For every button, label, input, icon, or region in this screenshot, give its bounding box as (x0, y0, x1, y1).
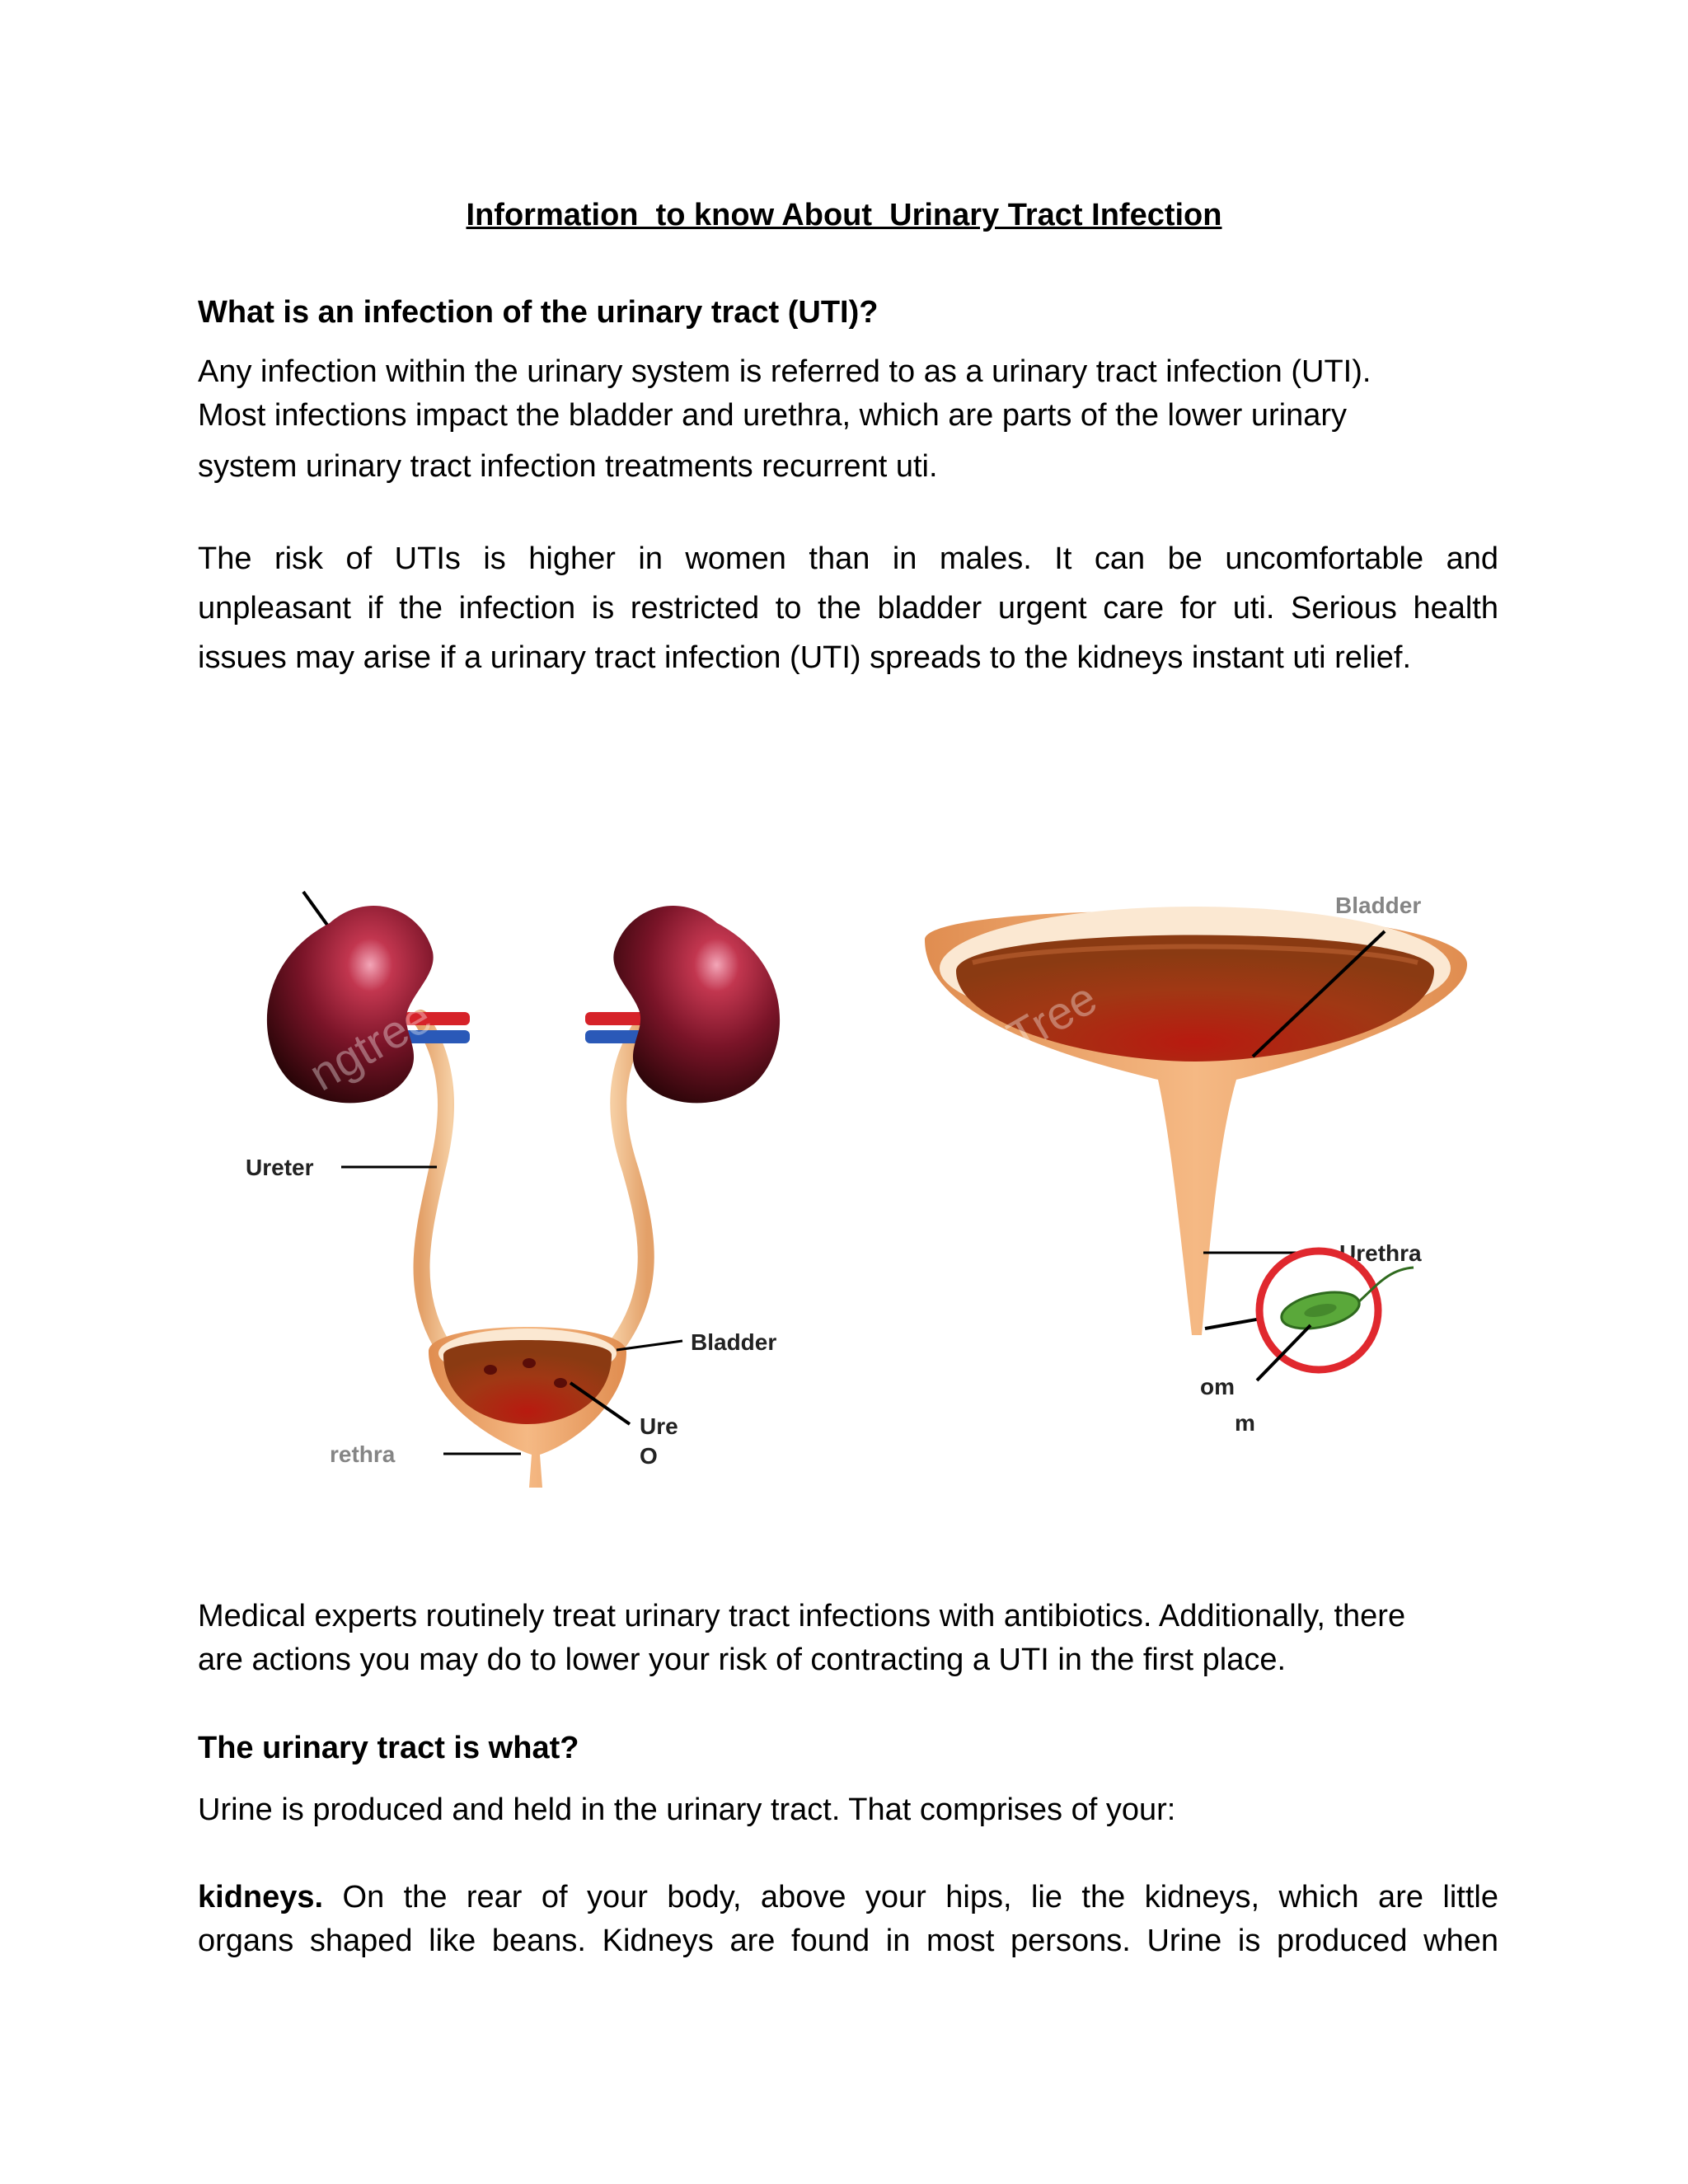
text-line: are actions you may do to lower your risk of contracting a UTI in the first place. (198, 1643, 1287, 1677)
text-line: issues may arise if a urinary tract infection (UTI) spreads to the kidneys instant uti relief. (198, 640, 1412, 675)
label-urethra-right: Urethra (1339, 1240, 1422, 1266)
label-ureter-opening-2: O (640, 1443, 658, 1469)
label-ureter-opening: Ure (640, 1413, 678, 1439)
text-line: Most infections impact the bladder and urethra, which are parts of the lower urinary (198, 398, 1348, 433)
watermark: ngtree (300, 990, 440, 1101)
section-heading-urinary-tract: The urinary tract is what? (198, 1731, 579, 1765)
document-title: Information to know About Urinary Tract Infection (466, 198, 1222, 232)
text-line: Any infection within the urinary system is referred to as a urinary tract infection (UTI). (198, 354, 1372, 389)
text-line: Medical experts routinely treat urinary tract infections with antibiotics. Additionally, there (198, 1599, 1406, 1633)
text-line: unpleasant if the infection is restricted to the bladder urgent care for uti. Serious health (198, 591, 1498, 626)
right-kidney (613, 906, 780, 1103)
paragraph-treatment (198, 1595, 1498, 1682)
label-bladder-right: Bladder (1335, 893, 1422, 918)
paragraph-kidneys (198, 1876, 1498, 1963)
text-line (198, 1876, 1498, 1919)
paragraph-uti-definition (198, 350, 1498, 489)
ureter-orifice (484, 1365, 497, 1375)
urinary-tract-illustration (231, 874, 1484, 1500)
urinary-tract-diagram (231, 874, 1484, 1500)
label-urethra-left: rethra (330, 1441, 396, 1467)
text-line: The risk of UTIs is higher in women than in males. It can be uncomfortable and (198, 541, 1498, 576)
section-heading-what-is-uti: What is an infection of the urinary tract (UTI)? (198, 295, 879, 330)
kidneys-description: On the rear of your body, above your hips, lie the kidneys, which are little (323, 1880, 1498, 1915)
paragraph-urinary-tract-intro (198, 1788, 1498, 1832)
left-ureter (420, 1018, 482, 1372)
label-bladder: Bladder (691, 1329, 777, 1355)
label-bacterium: om (1200, 1374, 1235, 1399)
pointer-line (1205, 1319, 1261, 1329)
ureter-orifice (554, 1378, 567, 1388)
watermark: gTree (976, 971, 1105, 1076)
label-bacterium-2: m (1235, 1410, 1255, 1436)
label-ureter: Ureter (246, 1155, 314, 1180)
text-line: organs shaped like beans. Kidneys are found in most persons. Urine is produced when (198, 1924, 1498, 1958)
text-line: Urine is produced and held in the urinary tract. That comprises of your: (198, 1793, 1176, 1827)
ureter-orifice (523, 1358, 536, 1368)
paragraph-uti-risk (198, 534, 1498, 682)
term-kidneys: kidneys. (198, 1880, 324, 1915)
text-line: system urinary tract infection treatments recurrent uti. (198, 449, 938, 484)
